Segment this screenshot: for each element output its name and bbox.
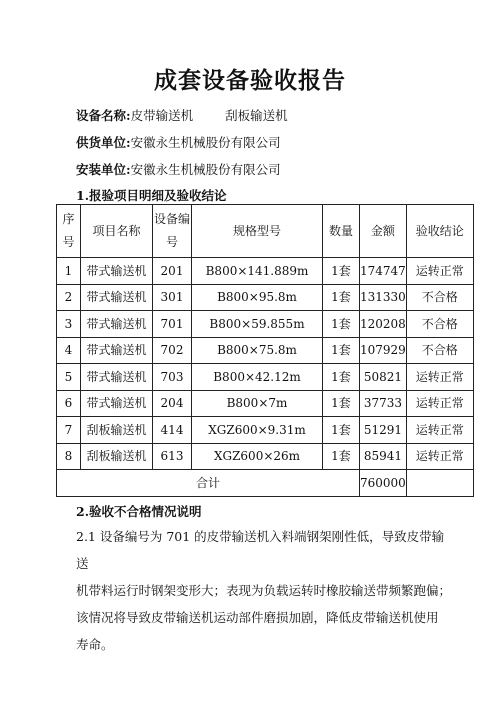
header-code: 设备编号 <box>153 205 192 258</box>
cell-name: 带式输送机 <box>81 284 153 311</box>
installer-value: 安徽永生机械股份有限公司 <box>130 162 281 177</box>
cell-spec: XGZ600×9.31m <box>192 417 323 444</box>
table-row <box>57 390 474 417</box>
cell-amount: 51291 <box>360 417 407 444</box>
cell-amount: 85941 <box>360 443 407 470</box>
table-row <box>57 364 474 391</box>
header-spec: 规格型号 <box>192 205 323 258</box>
cell-name: 带式输送机 <box>81 390 153 417</box>
header-amount: 金额 <box>360 205 407 258</box>
cell-name: 刮板输送机 <box>81 417 153 444</box>
cell-name: 刮板输送机 <box>81 443 153 470</box>
header-seq: 序号 <box>57 205 81 258</box>
total-label: 合计 <box>57 470 360 497</box>
cell-result: 运转正常 <box>406 364 473 391</box>
cell-code: 702 <box>153 337 192 364</box>
table-header-row <box>57 205 474 258</box>
supplier-label: 供货单位: <box>76 135 131 150</box>
cell-result: 不合格 <box>406 337 473 364</box>
cell-name: 带式输送机 <box>81 337 153 364</box>
cell-qty: 1套 <box>323 417 360 444</box>
paragraph-line: 2.1 设备编号为 701 的皮带输送机入料端钢架刚性低，导致皮带输送 <box>76 529 445 571</box>
header-result: 验收结论 <box>406 205 473 258</box>
cell-name: 带式输送机 <box>81 258 153 285</box>
cell-result: 不合格 <box>406 311 473 338</box>
cell-qty: 1套 <box>323 337 360 364</box>
cell-spec: B800×95.8m <box>192 284 323 311</box>
cell-code: 701 <box>153 311 192 338</box>
cell-amount: 37733 <box>360 390 407 417</box>
paragraph-line: 机带料运行时钢架变形大；表现为负载运转时橡胶输送带频繁跑偏； <box>76 583 452 598</box>
cell-spec: XGZ600×26m <box>192 443 323 470</box>
installer-line <box>76 160 281 178</box>
cell-code: 201 <box>153 258 192 285</box>
supplier-line <box>76 133 281 151</box>
cell-spec: B800×75.8m <box>192 337 323 364</box>
paragraph-line: 该情况将导致皮带输送机运动部件磨损加剧，降低皮带输送机使用 <box>76 610 439 625</box>
section2-paragraph <box>76 523 456 658</box>
cell-amount: 174747 <box>360 258 407 285</box>
cell-code: 613 <box>153 443 192 470</box>
cell-amount: 131330 <box>360 284 407 311</box>
equipment-label: 设备名称: <box>76 108 131 123</box>
cell-amount: 120208 <box>360 311 407 338</box>
table-row <box>57 337 474 364</box>
cell-code: 204 <box>153 390 192 417</box>
cell-result: 运转正常 <box>406 443 473 470</box>
cell-qty: 1套 <box>323 258 360 285</box>
cell-code: 301 <box>153 284 192 311</box>
cell-result: 运转正常 <box>406 258 473 285</box>
header-qty: 数量 <box>323 205 360 258</box>
cell-qty: 1套 <box>323 364 360 391</box>
cell-result: 不合格 <box>406 284 473 311</box>
cell-qty: 1套 <box>323 284 360 311</box>
table-row <box>57 284 474 311</box>
table-total-row <box>57 470 474 497</box>
cell-spec: B800×7m <box>192 390 323 417</box>
cell-spec: B800×141.889m <box>192 258 323 285</box>
cell-amount: 107929 <box>360 337 407 364</box>
table-row <box>57 443 474 470</box>
cell-seq: 4 <box>57 337 81 364</box>
report-title: 成套设备验收报告 <box>154 67 346 94</box>
total-amount: 760000 <box>360 470 407 497</box>
equipment-line <box>76 106 288 124</box>
cell-name: 带式输送机 <box>81 311 153 338</box>
cell-spec: B800×59.855m <box>192 311 323 338</box>
cell-result: 运转正常 <box>406 390 473 417</box>
cell-result: 运转正常 <box>406 417 473 444</box>
section2-title: 2.验收不合格情况说明 <box>76 504 202 519</box>
cell-seq: 8 <box>57 443 81 470</box>
cell-seq: 3 <box>57 311 81 338</box>
cell-seq: 6 <box>57 390 81 417</box>
cell-seq: 1 <box>57 258 81 285</box>
header-name: 项目名称 <box>81 205 153 258</box>
section1-title: 1.报验项目明细及验收结论 <box>76 188 227 203</box>
total-result-empty <box>406 470 473 497</box>
cell-name: 带式输送机 <box>81 364 153 391</box>
supplier-value: 安徽永生机械股份有限公司 <box>130 135 281 150</box>
installer-label: 安装单位: <box>76 162 131 177</box>
equipment-name-1: 皮带输送机 <box>130 108 194 123</box>
cell-qty: 1套 <box>323 443 360 470</box>
table-row <box>57 417 474 444</box>
cell-code: 414 <box>153 417 192 444</box>
cell-spec: B800×42.12m <box>192 364 323 391</box>
cell-code: 703 <box>153 364 192 391</box>
cell-qty: 1套 <box>323 390 360 417</box>
table-row <box>57 311 474 338</box>
equipment-name-2: 刮板输送机 <box>225 108 288 123</box>
cell-seq: 5 <box>57 364 81 391</box>
table-row <box>57 258 474 285</box>
paragraph-line: 寿命。 <box>76 637 114 652</box>
cell-qty: 1套 <box>323 311 360 338</box>
cell-seq: 7 <box>57 417 81 444</box>
cell-amount: 50821 <box>360 364 407 391</box>
cell-seq: 2 <box>57 284 81 311</box>
inspection-table <box>56 204 474 497</box>
